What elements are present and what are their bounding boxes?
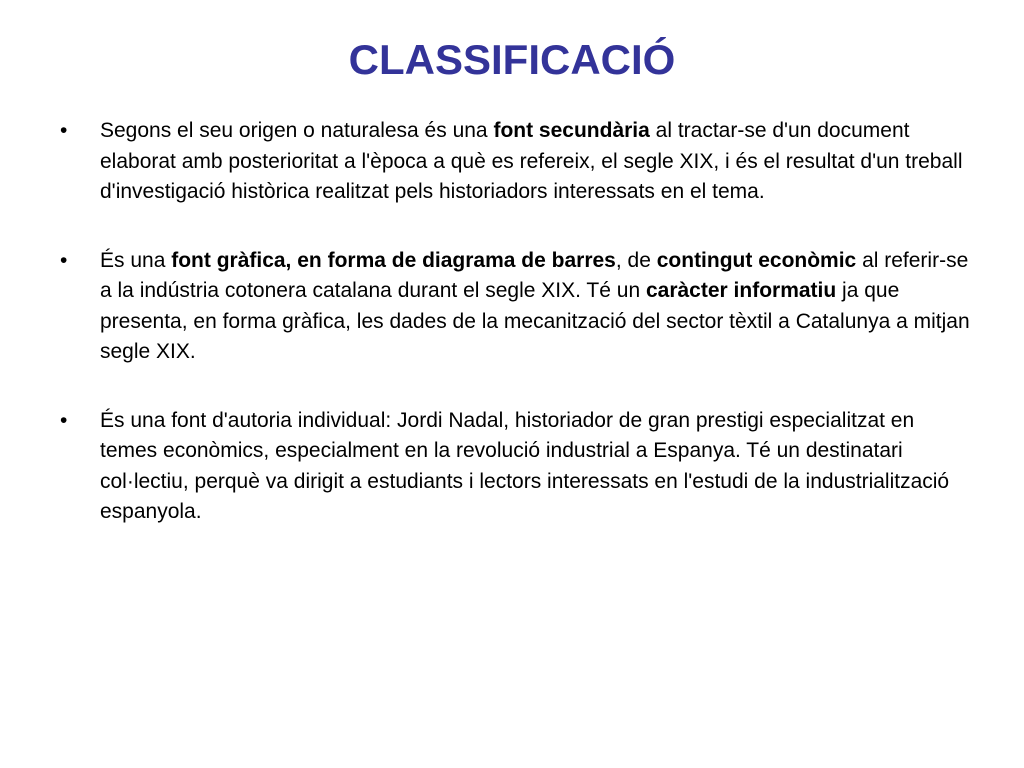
bullet-item-type bbox=[60, 246, 970, 368]
bullet-text-part: És una font d'autoria individual: Jordi Nadal, historiador de gran prestigi especialitzat en temes econòmics, especialment en la revolució industrial a Espanya. Té un destinatari col·lectiu, perquè va dirigit a estudiants i lectors interessats en l'estudi de la industrialització espanyola. bbox=[100, 408, 950, 523]
bullet-text-part: , de bbox=[615, 248, 657, 272]
bullet-text-part: al tractar-se d'un document elaborat amb posterioritat a l'època a què es refereix, el segle XIX, i és el resultat d'un treball d'investigació històrica realitzat pels historiadors interessats en el tema. bbox=[100, 119, 963, 203]
bullet-text-bold: contingut econòmic bbox=[656, 248, 857, 272]
bullet-text-bold: caràcter informatiu bbox=[645, 279, 837, 302]
bullet-text-part: al referir-se a la indústria cotonera catalana durant el segle XIX. Té un bbox=[100, 248, 969, 302]
bullet-text-part: ja que presenta, en forma gràfica, les dades de la mecanització del sector tèxtil a Catalunya a mitjan segle XIX. bbox=[100, 279, 970, 363]
bullet-text-part: Segons el seu origen o naturalesa és una bbox=[100, 119, 494, 142]
bullet-text-bold: font gràfica, en forma de diagrama de barres bbox=[171, 248, 616, 272]
bullet-point-icon: • bbox=[60, 119, 68, 142]
bullet-item-origin bbox=[60, 116, 970, 208]
bullet-point-icon: • bbox=[60, 248, 68, 272]
bullet-text-bold: font secundària bbox=[493, 119, 650, 142]
slide-title: CLASSIFICACIÓ bbox=[348, 36, 676, 83]
bullet-list bbox=[60, 116, 970, 566]
bullet-point-icon: • bbox=[60, 408, 68, 432]
bullet-text-part: És una bbox=[100, 248, 172, 272]
bullet-item-authorship bbox=[60, 406, 970, 528]
